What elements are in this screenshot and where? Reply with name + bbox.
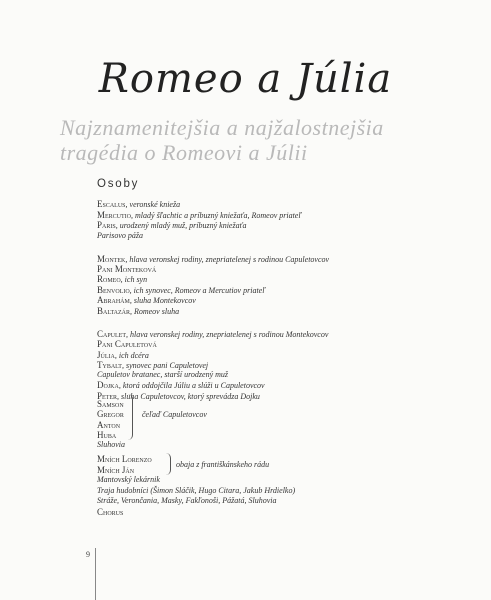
- character-description: , sluha Montekovcov: [129, 296, 196, 305]
- page-edge-rule: [95, 548, 96, 600]
- page-title: Romeo a Júlia: [98, 56, 393, 102]
- cast-line: [97, 440, 125, 450]
- character-description: , ich syn: [120, 275, 148, 284]
- character-name: Huba: [97, 430, 117, 440]
- servants-group-label: čeľaď Capuletovcov: [142, 410, 207, 419]
- character-name: Montek: [97, 254, 126, 264]
- character-description: Parisovo páža: [97, 231, 143, 240]
- character-name: Peter: [97, 391, 118, 401]
- character-name: Gregor: [97, 409, 124, 419]
- character-description: Capuletov bratanec, starší urodzený muž: [97, 370, 229, 379]
- cast-line: [97, 486, 295, 496]
- character-description: , ktorá oddojčila Júliu a slúži u Capuletovcov: [118, 381, 265, 390]
- page-number: 9: [86, 550, 90, 559]
- cast-line: [97, 507, 123, 518]
- character-name: Samson: [97, 399, 124, 409]
- cast-line: [97, 475, 160, 485]
- character-description: , urodzený mladý muž, príbuzný kniežaťa: [115, 221, 247, 230]
- brace-monks: [166, 453, 171, 475]
- cast-line: [97, 274, 147, 285]
- cast-line: [97, 231, 143, 241]
- character-name: Romeo: [97, 274, 121, 284]
- character-description: , hlava veronskej rodiny, znepriatelenej s rodinou Montekovcov: [126, 330, 329, 339]
- character-description: Stráže, Verončania, Masky, Fakľonoši, Pážatá, Sluhovia: [97, 496, 277, 505]
- character-name: Abrahám: [97, 295, 130, 305]
- character-description: Sluhovia: [97, 440, 125, 449]
- monks-group-label: obaja z františkánskeho rádu: [176, 460, 270, 469]
- character-description: , hlava veronskej rodiny, znepriatelenej s rodinou Capuletovcov: [125, 255, 330, 264]
- cast-line: [97, 409, 124, 420]
- cast-line: [97, 199, 180, 210]
- character-description: , Romeov sluha: [129, 307, 180, 316]
- character-name: Tybalt: [97, 360, 122, 370]
- character-description: Mantovský lekárnik: [97, 475, 160, 484]
- character-description: , ich dcéra: [114, 351, 149, 360]
- character-name: Pani Capuletová: [97, 339, 157, 349]
- character-name: Benvolio: [97, 285, 130, 295]
- character-name: Mních Lorenzo: [97, 454, 152, 464]
- character-name: Dojka: [97, 380, 119, 390]
- cast-line: [97, 454, 152, 465]
- character-name: Baltazár: [97, 306, 130, 316]
- character-name: Capulet: [97, 329, 127, 339]
- character-name: Escalus: [97, 199, 126, 209]
- character-description: , ich synovec, Romeov a Mercutiov priateľ: [129, 286, 266, 295]
- cast-line: [97, 370, 228, 380]
- character-name: Paris: [97, 220, 116, 230]
- cast-line: [97, 339, 157, 350]
- character-description: Traja hudobníci (Šimon Sláčik, Hugo Citara, Jakub Hrdielko): [97, 486, 296, 495]
- cast-line: [97, 295, 196, 306]
- cast-line: [97, 380, 265, 391]
- character-name: Pani Monteková: [97, 264, 157, 274]
- character-name: Júlia: [97, 350, 115, 360]
- cast-line: [97, 220, 247, 231]
- cast-line: [97, 496, 276, 506]
- character-name: Anton: [97, 420, 121, 430]
- character-name: Mercutio: [97, 210, 132, 220]
- character-description: , veronské knieža: [125, 200, 181, 209]
- character-description: , sluha Capuletovcov, ktorý sprevádza Dojku: [117, 392, 260, 401]
- character-name: Mních Ján: [97, 465, 135, 475]
- character-description: , synovec pani Capuletovej: [121, 361, 209, 370]
- subtitle: Najznamenitejšia a najžalostnejšia tragédia o Romeovi a Júlii: [60, 115, 384, 165]
- section-heading: Osoby: [97, 178, 140, 190]
- brace-servants: [128, 394, 133, 440]
- character-description: , mladý šľachtic a príbuzný kniežaťa, Romeov priateľ: [131, 211, 302, 220]
- character-name: Chorus: [97, 507, 124, 517]
- cast-line: [97, 306, 179, 317]
